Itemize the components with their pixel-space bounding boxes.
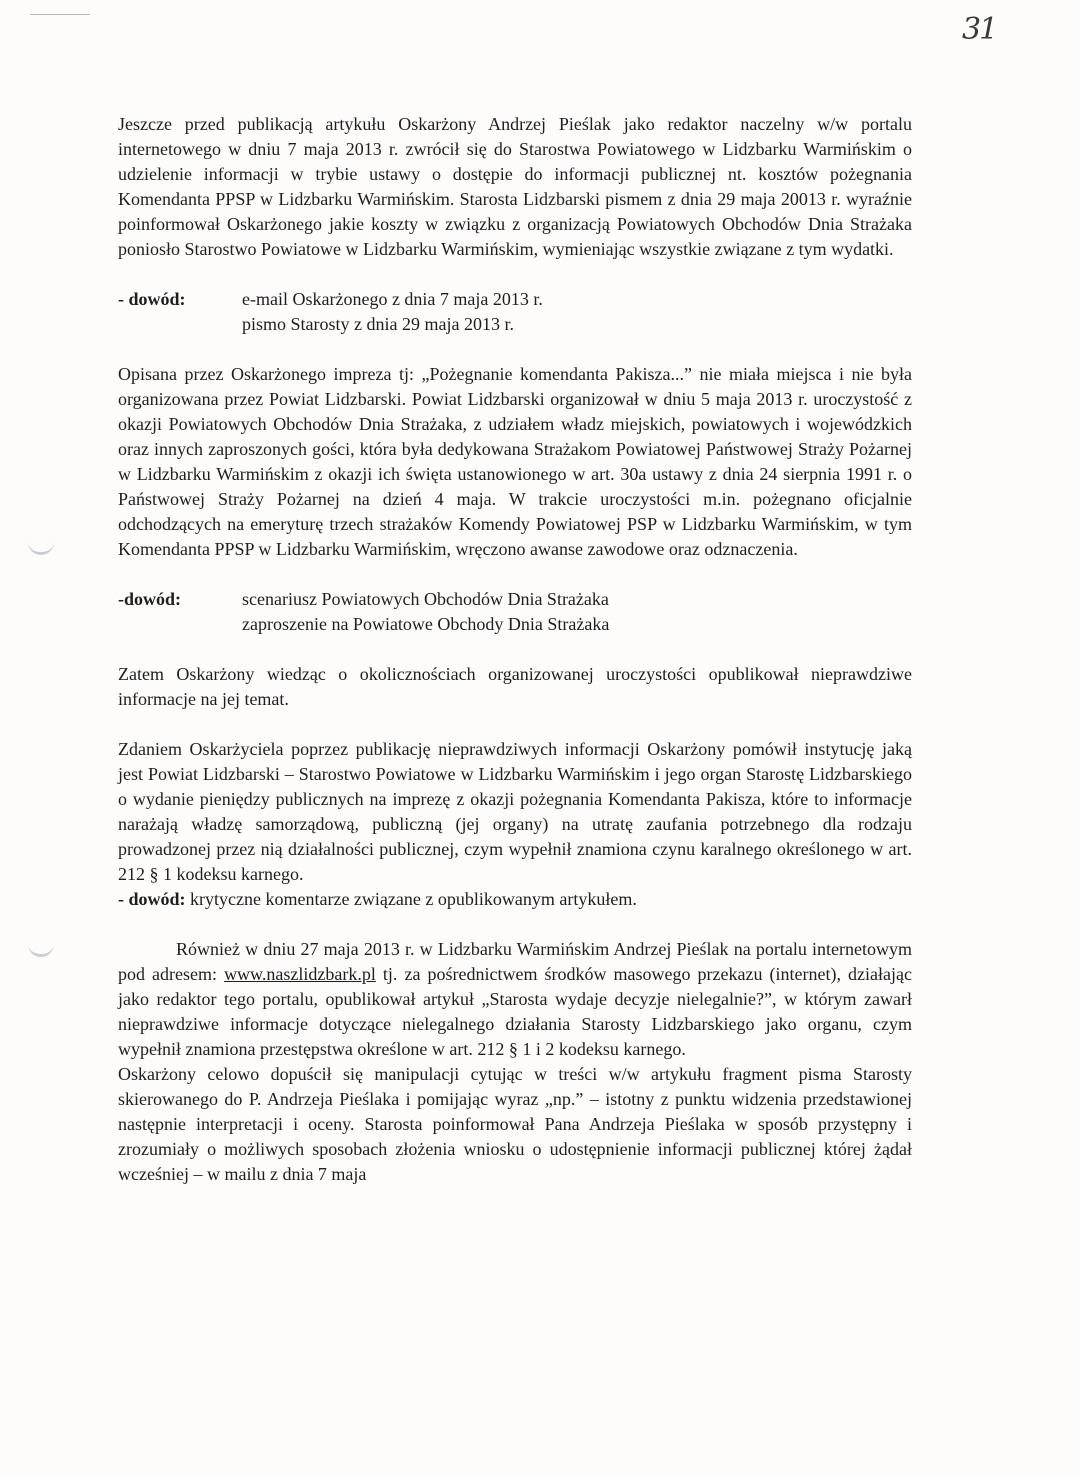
document-body — [118, 112, 912, 1187]
evidence-item: zaproszenie na Powiatowe Obchody Dnia Strażaka — [242, 614, 610, 634]
evidence-list — [242, 287, 543, 337]
evidence-label: - dowód: — [118, 889, 186, 909]
paragraph-text: Również w dniu 27 maja 2013 r. w Lidzbarku Warmińskim Andrzej Pieślak na portalu internetowym pod adresem: — [118, 939, 912, 984]
evidence-item: scenariusz Powiatowych Obchodów Dnia Strażaka — [242, 589, 609, 609]
paragraph-text: tj. za pośrednictwem środków masowego przekazu (internet), działając jako redaktor tego portalu, opublikował artykuł „Starosta wydaje decyzje nielegalnie?”, w którym zawarł nieprawdziwe informacje dotyczące nielegalnego działania Starosty Lidzbarskiego jako organu, czym wypełnił znamiona przestępstwa określone w art. 212 § 1 i 2 kodeksu karnego. — [118, 964, 913, 1059]
paragraph-conclusion: Zatem Oskarżony wiedząc o okolicznościach organizowanej uroczystości opublikował nieprawdziwe informacje na jej temat. — [118, 664, 912, 709]
evidence-item: e-mail Oskarżonego z dnia 7 maja 2013 r. — [242, 289, 543, 309]
paragraph-event-description: Opisana przez Oskarżonego impreza tj: „Pożegnanie komendanta Pakisza...” nie miała miejsca i nie była organizowana przez Powiat Lidzbarski. Powiat Lidzbarski organizował w dniu 5 maja 2013 r. uroczystość z okazji Powiatowych Obchodów Dnia Strażaka, z udziałem władz miejskich, powiatowych i wojewódzkich oraz innych zaproszonych gości, która była dedykowana Strażakom Powiatowej Państwowej Straży Pożarnej w Lidzbarku Warmińskim z okazji ich święta ustanowionego w art. 30a ustawy z dnia 24 sierpnia 1991 r. o Państwowej Straży Pożarnej na dzień 4 maja. W trakcie uroczystości m.in. pożegnano oficjalnie odchodzących na emeryturę trzech strażaków Komendy Powiatowej PSP w Lidzbarku Warmińskim, w tym Komendanta PPSP w Lidzbarku Warmińskim, wręczono awanse zawodowe oraz odznaczenia. — [118, 364, 912, 559]
evidence-label: - dowód: — [118, 289, 186, 309]
evidence-block-2 — [118, 587, 912, 637]
scan-mark — [30, 14, 90, 15]
evidence-text: krytyczne komentarze związane z opublikowanym artykułem. — [185, 889, 637, 909]
evidence-block-3 — [118, 887, 912, 912]
paragraph-manipulation: Oskarżony celowo dopuścił się manipulacji cytując w treści w/w artykułu fragment pisma Starosty skierowanego do P. Andrzeja Pieślaka i pomijając wyraz „np.” – istotny z punktu widzenia przedstawionej następnie interpretacji i oceny. Starosta poinformował Pana Andrzeja Pieślaka w sposób przystępny i zrozumiały o możliwych sposobach złożenia wniosku o udostępnienie informacji publicznej której żądał wcześniej – w mailu z dnia 7 maja — [118, 1064, 912, 1184]
evidence-item: pismo Starosty z dnia 29 maja 2013 r. — [242, 314, 514, 334]
punch-hole-mark — [28, 532, 54, 555]
paragraph-second-article — [118, 937, 912, 1062]
page-number: 31 — [962, 12, 997, 47]
evidence-list — [242, 587, 609, 637]
portal-link[interactable]: www.naszlidzbark.pl — [224, 964, 376, 984]
evidence-label: -dowód: — [118, 589, 182, 609]
paragraph-request: Jeszcze przed publikacją artykułu Oskarżony Andrzej Pieślak jako redaktor naczelny w/w portalu internetowego w dniu 7 maja 2013 r. zwrócił się do Starostwa Powiatowego w Lidzbarku Warmińskim o udzielenie informacji w trybie ustawy o dostępie do informacji publicznej nt. kosztów pożegnania Komendanta PPSP w Lidzbarku Warmińskim. Starosta Lidzbarski pismem z dnia 29 maja 20013 r. wyraźnie poinformował Oskarżonego jakie koszty w związku z organizacją Powiatowych Obchodów Dnia Strażaka poniosło Starostwo Powiatowe w Lidzbarku Warmińskim, wymieniając wszystkie związane z tym wydatki. — [118, 114, 912, 259]
evidence-block-1 — [118, 287, 912, 337]
paragraph-accusation: Zdaniem Oskarżyciela poprzez publikację nieprawdziwych informacji Oskarżony pomówił instytucję jaką jest Powiat Lidzbarski – Starostwo Powiatowe w Lidzbarku Warmińskim i jego organ Starostę Lidzbarskiego o wydanie pieniędzy publicznych na imprezę z okazji pożegnania Komendanta Pakisza, które to informacje narażają władzę samorządową, publiczną (jej organy) na utratę zaufania potrzebnego dla rodzaju prowadzonej przez nią działalności publicznej, czym wypełnił znamiona czynu karalnego określonego w art. 212 § 1 kodeksu karnego. — [118, 739, 912, 884]
punch-hole-mark — [28, 934, 54, 957]
